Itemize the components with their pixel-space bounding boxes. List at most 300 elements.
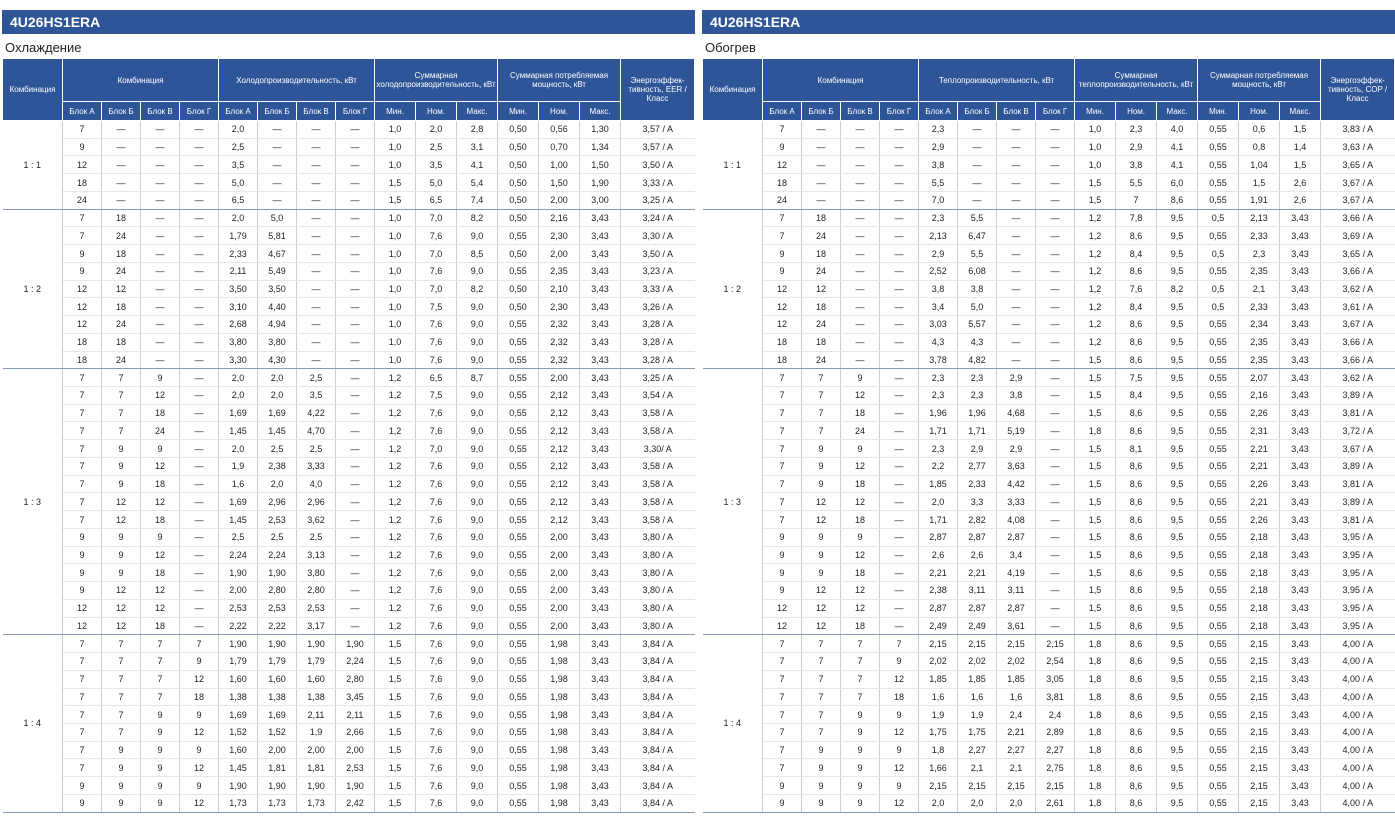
- table-cell: 7,6: [416, 262, 457, 280]
- table-row: [703, 174, 1395, 192]
- table-cell: 9: [141, 528, 180, 546]
- table-cell: 12: [763, 280, 802, 298]
- table-cell: 3,5: [416, 156, 457, 174]
- table-cell: 0,55: [498, 528, 539, 546]
- table-cell: 0,55: [1198, 706, 1239, 724]
- table-cell: 3,43: [580, 316, 621, 334]
- table-cell: —: [841, 316, 880, 334]
- table-cell: 3,43: [1280, 582, 1321, 600]
- table-cell: 7,6: [416, 688, 457, 706]
- table-row: [703, 475, 1395, 493]
- table-cell: —: [180, 174, 219, 192]
- table-row: [3, 422, 695, 440]
- table-cell: 1,2: [1075, 280, 1116, 298]
- table-cell: 2,87: [919, 528, 958, 546]
- table-cell: 5,49: [258, 262, 297, 280]
- table-cell: 3,43: [580, 422, 621, 440]
- table-cell: 9: [63, 138, 102, 156]
- table-cell: 4,68: [997, 404, 1036, 422]
- table-cell: 1,9: [219, 457, 258, 475]
- table-cell: 6,0: [1157, 174, 1198, 192]
- table-cell: 7: [180, 635, 219, 653]
- table-row: [3, 440, 695, 458]
- table-cell: 2,16: [539, 209, 580, 227]
- table-row: [3, 670, 695, 688]
- table-cell: 7,6: [416, 794, 457, 812]
- table-row: [703, 564, 1395, 582]
- table-cell: 4,00 / A: [1321, 653, 1395, 671]
- table-cell: 2,96: [258, 493, 297, 511]
- table-cell: —: [180, 440, 219, 458]
- table-cell: 1,5: [1075, 617, 1116, 635]
- max-header: Макс.: [1280, 102, 1321, 121]
- table-cell: 7,5: [416, 387, 457, 405]
- table-cell: 0,55: [498, 653, 539, 671]
- table-cell: 3,72 / A: [1321, 422, 1395, 440]
- table-cell: 3,43: [580, 475, 621, 493]
- table-cell: 0,55: [1198, 422, 1239, 440]
- table-cell: 3,43: [580, 457, 621, 475]
- table-cell: 8,6: [1116, 493, 1157, 511]
- table-cell: 12: [880, 670, 919, 688]
- table-cell: 1,90: [219, 777, 258, 795]
- table-cell: 9,5: [1157, 741, 1198, 759]
- table-cell: —: [180, 191, 219, 209]
- table-cell: 6,47: [958, 227, 997, 245]
- table-cell: 1,85: [919, 670, 958, 688]
- table-cell: 24: [802, 316, 841, 334]
- table-cell: 9: [180, 741, 219, 759]
- table-cell: 7: [841, 670, 880, 688]
- table-cell: 2,16: [1239, 387, 1280, 405]
- table-cell: 8,6: [1116, 564, 1157, 582]
- table-cell: 12: [141, 599, 180, 617]
- table-cell: 1,2: [375, 564, 416, 582]
- table-cell: 5,5: [958, 245, 997, 263]
- table-cell: 0,50: [498, 209, 539, 227]
- table-cell: —: [141, 174, 180, 192]
- table-cell: 8,6: [1116, 777, 1157, 795]
- table-cell: 3,84 / A: [621, 759, 695, 777]
- table-cell: —: [880, 298, 919, 316]
- table-cell: —: [1036, 422, 1075, 440]
- table-cell: —: [1036, 404, 1075, 422]
- table-cell: 0,55: [1198, 493, 1239, 511]
- table-cell: 0,5: [1198, 245, 1239, 263]
- table-cell: 3,43: [580, 528, 621, 546]
- table-cell: 7,6: [416, 475, 457, 493]
- table-cell: —: [258, 138, 297, 156]
- table-cell: 3,8: [1116, 156, 1157, 174]
- table-cell: 2,89: [1036, 723, 1075, 741]
- table-cell: 7: [841, 688, 880, 706]
- table-cell: 7: [802, 723, 841, 741]
- table-cell: 7: [63, 688, 102, 706]
- table-cell: 3,43: [580, 209, 621, 227]
- table-cell: 7: [763, 457, 802, 475]
- table-cell: —: [180, 298, 219, 316]
- table-cell: 3,25 / A: [621, 369, 695, 387]
- table-cell: 18: [141, 564, 180, 582]
- table-cell: 3,25 / A: [621, 191, 695, 209]
- table-cell: 18: [841, 564, 880, 582]
- table-cell: 7: [880, 635, 919, 653]
- table-cell: 2,1: [997, 759, 1036, 777]
- table-cell: 18: [763, 351, 802, 369]
- table-cell: 2,4: [997, 706, 1036, 724]
- table-cell: 1,8: [1075, 635, 1116, 653]
- table-cell: 5,5: [958, 209, 997, 227]
- table-cell: 7: [63, 635, 102, 653]
- table-cell: 0,55: [498, 387, 539, 405]
- table-cell: 2,5: [258, 440, 297, 458]
- table-cell: 2,87: [919, 599, 958, 617]
- table-cell: 3,61 / A: [1321, 298, 1395, 316]
- table-cell: 0,55: [1198, 262, 1239, 280]
- table-cell: 9,5: [1157, 422, 1198, 440]
- table-cell: —: [180, 582, 219, 600]
- table-cell: 5,19: [997, 422, 1036, 440]
- table-cell: 0,55: [498, 582, 539, 600]
- table-cell: 9,0: [457, 475, 498, 493]
- table-cell: 1,69: [219, 706, 258, 724]
- table-cell: 5,0: [219, 174, 258, 192]
- table-cell: 3,43: [1280, 688, 1321, 706]
- table-cell: —: [880, 174, 919, 192]
- table-cell: 2,12: [539, 511, 580, 529]
- table-cell: 4,00 / A: [1321, 706, 1395, 724]
- table-cell: 2,21: [1239, 440, 1280, 458]
- table-cell: —: [336, 404, 375, 422]
- table-cell: 9: [63, 262, 102, 280]
- table-cell: —: [258, 174, 297, 192]
- table-cell: 0,55: [1198, 723, 1239, 741]
- table-row: [703, 457, 1395, 475]
- combo-column-header: Комбинация: [703, 59, 763, 121]
- table-cell: 9: [102, 528, 141, 546]
- table-cell: 2,5: [219, 138, 258, 156]
- table-cell: —: [1036, 493, 1075, 511]
- table-cell: 1,8: [1075, 670, 1116, 688]
- table-cell: 9,5: [1157, 511, 1198, 529]
- table-cell: —: [336, 262, 375, 280]
- table-cell: 3,78: [919, 351, 958, 369]
- table-cell: 3,33 / A: [621, 280, 695, 298]
- table-cell: 8,6: [1116, 723, 1157, 741]
- table-cell: 3,43: [1280, 723, 1321, 741]
- table-cell: 7,6: [416, 511, 457, 529]
- table-cell: 9: [102, 546, 141, 564]
- combo-group-header: Комбинация: [63, 59, 219, 102]
- table-cell: 2,15: [1036, 777, 1075, 795]
- table-cell: 3,43: [580, 440, 621, 458]
- table-cell: 12: [841, 546, 880, 564]
- table-cell: 8,6: [1116, 333, 1157, 351]
- table-cell: —: [841, 245, 880, 263]
- table-cell: 7: [102, 688, 141, 706]
- table-cell: —: [880, 457, 919, 475]
- table-cell: 9: [102, 440, 141, 458]
- table-cell: 2,32: [539, 333, 580, 351]
- table-cell: 7: [763, 369, 802, 387]
- table-cell: 0,50: [498, 191, 539, 209]
- table-cell: 0,5: [1198, 280, 1239, 298]
- table-cell: 1,98: [539, 723, 580, 741]
- table-cell: 2,80: [297, 582, 336, 600]
- table-cell: 2,87: [958, 528, 997, 546]
- table-body: [3, 121, 695, 813]
- table-cell: 3,43: [580, 280, 621, 298]
- table-cell: 6,08: [958, 262, 997, 280]
- table-cell: 9,5: [1157, 546, 1198, 564]
- block-a-header: Блок А: [763, 102, 802, 121]
- table-cell: 7: [102, 670, 141, 688]
- table-cell: —: [180, 156, 219, 174]
- table-cell: 9,5: [1157, 688, 1198, 706]
- table-cell: 3,43: [1280, 741, 1321, 759]
- table-cell: 9: [141, 706, 180, 724]
- table-cell: —: [880, 138, 919, 156]
- table-cell: —: [880, 440, 919, 458]
- table-cell: 3,43: [580, 723, 621, 741]
- table-cell: —: [880, 422, 919, 440]
- table-cell: 2,13: [919, 227, 958, 245]
- table-cell: 7,6: [416, 759, 457, 777]
- table-cell: —: [1036, 138, 1075, 156]
- table-cell: 0,55: [1198, 564, 1239, 582]
- table-cell: 9: [141, 759, 180, 777]
- table-cell: 7: [63, 227, 102, 245]
- table-cell: 1,2: [1075, 245, 1116, 263]
- table-cell: 2,27: [997, 741, 1036, 759]
- table-cell: 8,1: [1116, 440, 1157, 458]
- table-cell: 3,43: [580, 227, 621, 245]
- table-cell: 9: [802, 546, 841, 564]
- table-cell: 9: [802, 457, 841, 475]
- table-cell: 9: [841, 741, 880, 759]
- table-cell: 3,43: [1280, 617, 1321, 635]
- table-cell: 12: [841, 457, 880, 475]
- table-cell: 24: [841, 422, 880, 440]
- table-cell: 3,8: [958, 280, 997, 298]
- table-cell: 1,9: [919, 706, 958, 724]
- table-cell: —: [880, 351, 919, 369]
- table-row: [703, 191, 1395, 209]
- table-row: [703, 387, 1395, 405]
- table-cell: 8,4: [1116, 245, 1157, 263]
- table-cell: 2,80: [336, 670, 375, 688]
- table-cell: 1,5: [1075, 528, 1116, 546]
- table-cell: 7: [63, 457, 102, 475]
- table-cell: —: [297, 262, 336, 280]
- table-cell: 0,55: [498, 511, 539, 529]
- table-cell: 1,2: [375, 599, 416, 617]
- table-cell: 3,43: [580, 688, 621, 706]
- table-cell: —: [880, 191, 919, 209]
- table-cell: —: [180, 262, 219, 280]
- table-cell: 6,5: [416, 191, 457, 209]
- table-cell: 9,5: [1157, 635, 1198, 653]
- table-cell: 2,27: [958, 741, 997, 759]
- table-cell: 1,90: [336, 635, 375, 653]
- table-cell: 0,55: [498, 741, 539, 759]
- table-cell: —: [297, 333, 336, 351]
- table-row: [3, 475, 695, 493]
- table-cell: —: [336, 387, 375, 405]
- table-cell: —: [180, 121, 219, 139]
- table-cell: 2,0: [258, 475, 297, 493]
- table-cell: 1,2: [375, 582, 416, 600]
- table-cell: 3,95 / A: [1321, 564, 1395, 582]
- table-cell: 7,6: [416, 653, 457, 671]
- table-cell: 7: [802, 653, 841, 671]
- table-cell: 2,80: [258, 582, 297, 600]
- table-cell: 7,6: [416, 599, 457, 617]
- table-cell: 7: [763, 706, 802, 724]
- table-cell: 2,21: [1239, 457, 1280, 475]
- table-row: [3, 121, 695, 139]
- table-cell: 0,55: [1198, 316, 1239, 334]
- table-row: [3, 245, 695, 263]
- table-row: [703, 635, 1395, 653]
- table-cell: —: [1036, 546, 1075, 564]
- table-cell: 24: [802, 351, 841, 369]
- table-cell: 0,56: [539, 121, 580, 139]
- table-cell: —: [180, 333, 219, 351]
- table-cell: 0,55: [498, 546, 539, 564]
- table-cell: 1,79: [258, 653, 297, 671]
- table-cell: —: [258, 191, 297, 209]
- table-cell: 2,32: [539, 351, 580, 369]
- table-cell: 1,45: [219, 759, 258, 777]
- table-cell: 7: [1116, 191, 1157, 209]
- table-cell: 3,81: [1036, 688, 1075, 706]
- table-cell: —: [336, 156, 375, 174]
- table-cell: 7: [763, 121, 802, 139]
- table-cell: 3,43: [1280, 387, 1321, 405]
- table-cell: 3,43: [1280, 333, 1321, 351]
- table-cell: 8,6: [1116, 351, 1157, 369]
- table-row: [3, 262, 695, 280]
- table-cell: 9,5: [1157, 475, 1198, 493]
- table-cell: 0,55: [1198, 670, 1239, 688]
- table-cell: 3,33: [297, 457, 336, 475]
- table-cell: 2,3: [1116, 121, 1157, 139]
- model-title-bar: 4U26HS1ERA: [702, 10, 1395, 34]
- table-cell: 1,98: [539, 794, 580, 812]
- table-cell: 1,38: [258, 688, 297, 706]
- table-cell: 7: [63, 387, 102, 405]
- table-cell: 8,6: [1116, 404, 1157, 422]
- table-cell: 1,5: [1075, 582, 1116, 600]
- table-row: [3, 174, 695, 192]
- table-cell: 9,0: [457, 759, 498, 777]
- table-cell: 3,4: [997, 546, 1036, 564]
- table-cell: 1,90: [258, 635, 297, 653]
- table-cell: —: [958, 191, 997, 209]
- table-cell: 7: [763, 209, 802, 227]
- table-cell: —: [880, 493, 919, 511]
- table-cell: 7: [763, 475, 802, 493]
- table-cell: 7: [63, 440, 102, 458]
- table-cell: 7: [802, 422, 841, 440]
- table-cell: 7: [102, 635, 141, 653]
- table-cell: 9,5: [1157, 617, 1198, 635]
- table-cell: 2,12: [539, 440, 580, 458]
- table-cell: 4,42: [997, 475, 1036, 493]
- table-cell: 7,6: [416, 457, 457, 475]
- table-cell: —: [1036, 262, 1075, 280]
- table-cell: —: [180, 404, 219, 422]
- table-cell: —: [336, 599, 375, 617]
- table-cell: 0,55: [498, 706, 539, 724]
- table-cell: 18: [880, 688, 919, 706]
- efficiency-header: Энергоэффек-тивность, EER / Класс: [621, 59, 695, 121]
- table-cell: 12: [763, 298, 802, 316]
- table-cell: 1,8: [1075, 723, 1116, 741]
- table-cell: 1,5: [375, 723, 416, 741]
- table-cell: —: [336, 316, 375, 334]
- table-cell: 3,58 / A: [621, 493, 695, 511]
- table-cell: 2,35: [1239, 333, 1280, 351]
- table-cell: —: [997, 209, 1036, 227]
- table-cell: 7: [763, 670, 802, 688]
- model-title-bar: 4U26HS1ERA: [2, 10, 695, 34]
- table-cell: 7: [763, 759, 802, 777]
- table-cell: 12: [141, 457, 180, 475]
- table-cell: 9: [841, 794, 880, 812]
- table-row: [3, 156, 695, 174]
- table-cell: 2,27: [1036, 741, 1075, 759]
- table-cell: —: [336, 333, 375, 351]
- table-cell: 3,43: [1280, 670, 1321, 688]
- table-cell: 12: [141, 493, 180, 511]
- table-cell: 1,2: [375, 440, 416, 458]
- table-cell: 9: [63, 546, 102, 564]
- table-cell: 2,0: [919, 794, 958, 812]
- table-cell: 1,0: [375, 156, 416, 174]
- table-cell: 3,43: [1280, 404, 1321, 422]
- table-cell: 7: [63, 511, 102, 529]
- table-cell: —: [880, 227, 919, 245]
- table-cell: 3,89 / A: [1321, 387, 1395, 405]
- table-cell: —: [141, 280, 180, 298]
- table-cell: 1,2: [375, 387, 416, 405]
- table-cell: 9: [763, 777, 802, 795]
- table-cell: 2,68: [219, 316, 258, 334]
- table-cell: 1,0: [1075, 121, 1116, 139]
- table-cell: 1,98: [539, 706, 580, 724]
- table-cell: 3,58 / A: [621, 404, 695, 422]
- table-cell: 1,5: [375, 174, 416, 192]
- table-cell: 2,38: [919, 582, 958, 600]
- table-cell: 9: [63, 564, 102, 582]
- table-cell: 2,5: [297, 369, 336, 387]
- table-cell: —: [102, 156, 141, 174]
- table-cell: 3,84 / A: [621, 653, 695, 671]
- table-cell: 8,6: [1116, 511, 1157, 529]
- table-cell: 1,0: [375, 333, 416, 351]
- table-cell: 2,22: [219, 617, 258, 635]
- table-cell: 7,8: [1116, 209, 1157, 227]
- table-cell: 4,1: [1157, 138, 1198, 156]
- table-cell: 9,0: [457, 723, 498, 741]
- table-cell: 2,0: [219, 209, 258, 227]
- table-cell: —: [880, 209, 919, 227]
- table-row: [703, 280, 1395, 298]
- table-cell: 3,80 / A: [621, 617, 695, 635]
- efficiency-header: Энергоэффек-тивность, COP / Класс: [1321, 59, 1395, 121]
